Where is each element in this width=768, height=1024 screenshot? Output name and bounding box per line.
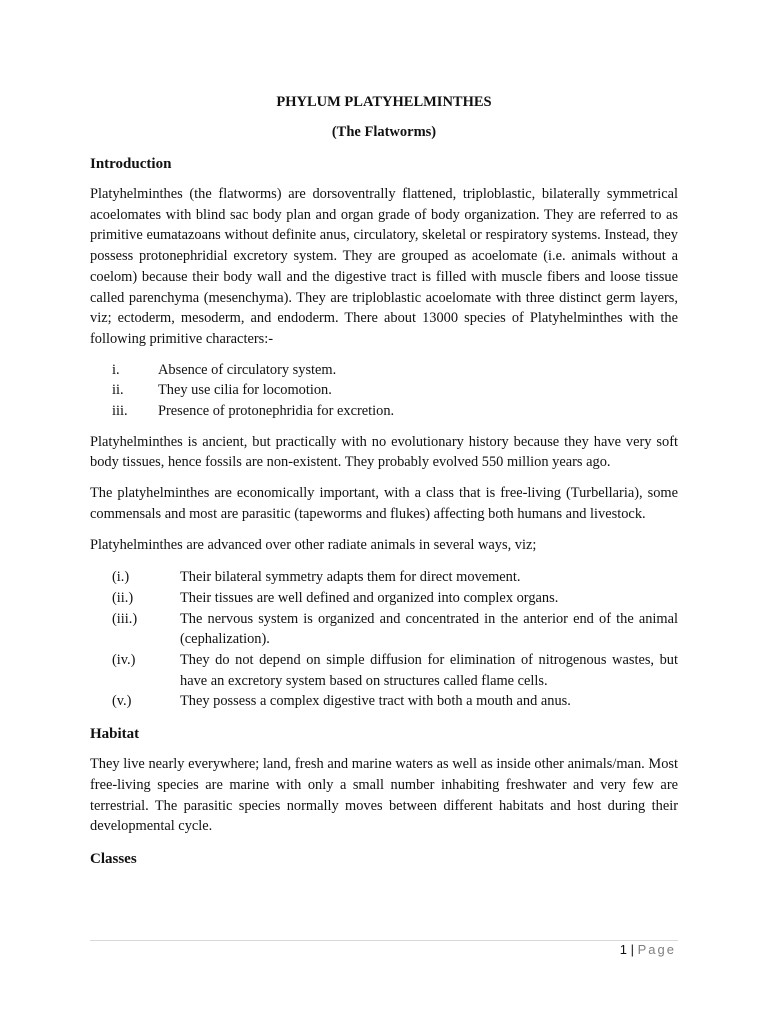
list-item-number: iii. bbox=[112, 403, 128, 420]
page-word: Page bbox=[637, 942, 676, 957]
list-item-number: i. bbox=[112, 361, 120, 378]
list-item-number: (v.) bbox=[112, 693, 132, 710]
page-content bbox=[90, 92, 678, 869]
list-item bbox=[90, 691, 678, 712]
economic-paragraph: The platyhelminthes are economically important, with a class that is free-living (Turbellaria), some commensals and most are parasitic (tapeworms and flukes) affecting both humans and livestock. bbox=[90, 485, 678, 522]
list-item-text: Their tissues are well defined and organized into complex organs. bbox=[180, 589, 559, 606]
document-title: PHYLUM PLATYHELMINTHES bbox=[276, 94, 492, 110]
list-item-text: They do not depend on simple diffusion for elimination of nitrogenous wastes, but have an excretory system based on structures called flame cells. bbox=[180, 652, 678, 689]
primitive-characters-list bbox=[90, 360, 678, 422]
advanced-paragraph: Platyhelminthes are advanced over other radiate animals in several ways, viz; bbox=[90, 536, 537, 553]
list-item-text: Presence of protonephridia for excretion. bbox=[158, 403, 395, 420]
intro-paragraph: Platyhelminthes (the flatworms) are dorsoventrally flattened, triploblastic, bilaterally symmetrical acoelomates with blind sac body plan and organ grade of body organization. They are referred to as primitive eumatazoans without definite anus, circulatory, skeletal or respiratory systems. Instead, they possess protonephridial excretory system. They are grouped as acoelomate (i.e. animals without a coelom) because their body wall and the digestive tract is filled with muscle fibers and loose tissue called parenchyma (mesenchyma). They are triploblastic acoelomate with three distinct germ layers, viz; ectoderm, mesoderm, and endoderm. There about 13000 species of Platyhelminthes with the following primitive characters:- bbox=[90, 186, 678, 347]
page-footer bbox=[620, 942, 676, 957]
list-item bbox=[90, 650, 678, 691]
list-item-text: They use cilia for locomotion. bbox=[158, 382, 332, 399]
list-item-number: (ii.) bbox=[112, 589, 134, 606]
list-item-text: They possess a complex digestive tract with both a mouth and anus. bbox=[180, 693, 571, 710]
habitat-heading: Habitat bbox=[90, 726, 140, 743]
list-item-text: Their bilateral symmetry adapts them for direct movement. bbox=[180, 569, 521, 586]
list-item-text: Absence of circulatory system. bbox=[158, 361, 337, 378]
footer-divider bbox=[90, 940, 678, 941]
list-item bbox=[90, 401, 678, 422]
list-item bbox=[90, 609, 678, 650]
page-number: 1 bbox=[619, 942, 627, 957]
list-item-text: The nervous system is organized and concentrated in the anterior end of the animal (cephalization). bbox=[180, 610, 678, 648]
list-item-number: ii. bbox=[112, 382, 124, 399]
document-subtitle: (The Flatworms) bbox=[331, 124, 437, 140]
list-item-number: (iii.) bbox=[112, 610, 138, 627]
list-item-number: (iv.) bbox=[112, 652, 136, 669]
introduction-heading: Introduction bbox=[90, 156, 172, 172]
list-item bbox=[90, 588, 678, 609]
advanced-points-list bbox=[90, 567, 678, 712]
classes-heading: Classes bbox=[90, 850, 137, 867]
list-item-number: (i.) bbox=[112, 569, 130, 586]
footer-separator: | bbox=[630, 942, 634, 957]
habitat-paragraph: They live nearly everywhere; land, fresh and marine waters as well as inside other animals/man. Most free-living species are marine with only a small number inhabiting freshwater and very few are terrestrial. The parasitic species normally moves between different habitats and host during their developmental cycle. bbox=[90, 756, 678, 835]
list-item bbox=[90, 380, 678, 401]
list-item bbox=[90, 360, 678, 381]
ancient-paragraph: Platyhelminthes is ancient, but practically with no evolutionary history because they have very soft body tissues, hence fossils are non-existent. They probably evolved 550 million years ago. bbox=[90, 433, 678, 471]
list-item bbox=[90, 567, 678, 588]
